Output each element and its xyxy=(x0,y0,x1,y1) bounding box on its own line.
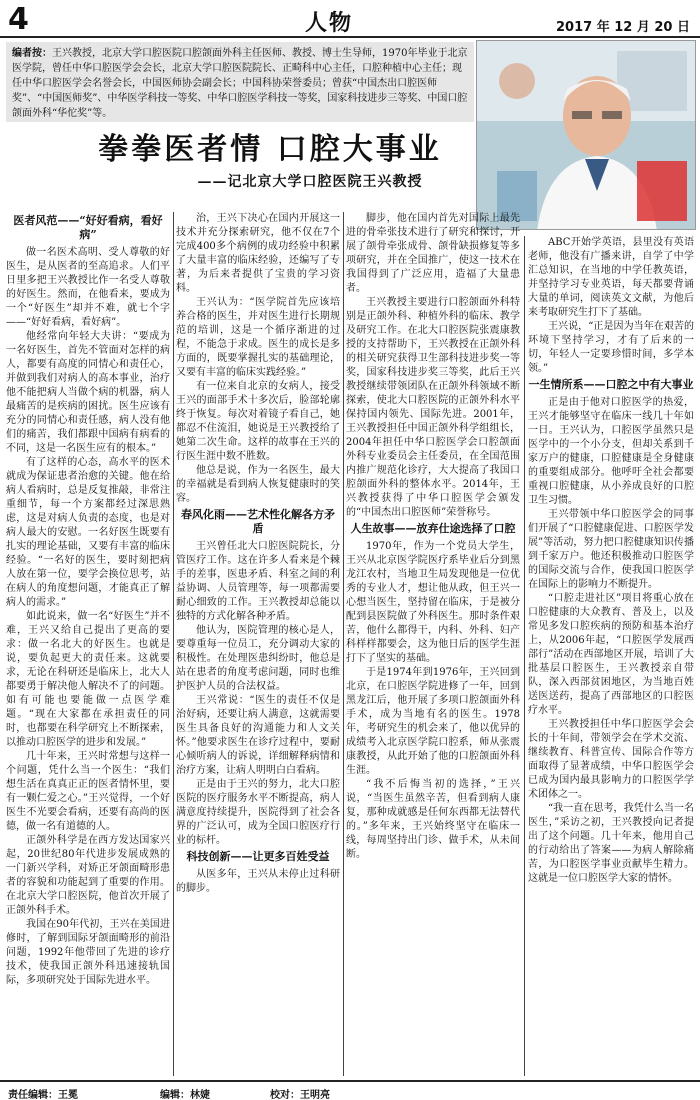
editor-note xyxy=(6,42,474,122)
editor-note-text: 王兴教授，北京大学口腔医院口腔颌面外科主任医师、教授、博士生导师，1970年毕业于北京医学院，曾任中华口腔医学会会长，北京大学口腔医院院长、正畸科中心主任，口腔种植中心主任；现任中华口腔医学会名誉会长，中国医师协会副会长；中国科协荣誉委员；曾获“中国杰出口腔医师奖”、“中国医师奖”、中华医学科技一等奖、中华口腔医学科技一等奖，国家科技进步三等奖、中国口腔颌面外科“华佗奖”等。 xyxy=(12,48,468,119)
col2-paragraph: 正是由于王兴的努力，北大口腔医院的医疗服务水平不断提高，病人满意度持续提升，医院得到了社会各界的广泛认可，成为全国口腔医疗行业的标杆。 xyxy=(176,779,340,846)
col4-paragraph: “口腔走进社区”项目将重心放在口腔健康的大众教育、普及上，以及常见多发口腔疾病的预防和基本治疗上，从2006年起，“口腔医学发展西部行”活动在西部地区开展，培训了大批基层口腔医生，王兴教授亲自带队，深入西部贫困地区，为当地百姓送医送药，提高了西部地区的口腔医疗水平。 xyxy=(528,593,694,716)
col2-paragraph: 从医多年，王兴从未停止过科研的脚步。 xyxy=(176,869,340,894)
col1-paragraph: 如此说来，做一名“好医生”并不难，王兴又给自己提出了更高的要求：做一名北大的好医生。也就是说，要负起更大的责任来。这就要求，无论在科研还是临床上，北大人都要勇于解决他人解决不了的问题。如有可能也要能做一点医学难题。“现在大家都在承担责任的同时，也都要在科学研究上不断探索，以推动口腔医学的进步和发展。” xyxy=(6,611,170,748)
footer-editor: 责任编辑：王冕 xyxy=(8,1090,78,1100)
footer-proofreader: 校对：王明亮 xyxy=(270,1090,330,1100)
col4-paragraph: “我一直在思考，我凭什么当一名医生，”采访之初，王兴教授向记者提出了这个问题。几十年来，他用自己的行动给出了答案——为病人解除痛苦，为口腔医学事业贡献毕生精力。这就是一位口腔医学大家的情怀。 xyxy=(528,803,694,884)
article-column-1 xyxy=(6,212,170,1076)
section-title: 人物 xyxy=(305,10,354,36)
col2-heading-tech: 科技创新——让更多百姓受益 xyxy=(186,850,330,863)
editor-note-label: 编者按： xyxy=(12,48,52,59)
masthead xyxy=(0,0,700,38)
col1-paragraph: 有了这样的心态，高水平的医术就成为保证患者治愈的关键。他在给病人看病时，总是反复推敲，非常注重细节，每一个方案都经过深思熟虑，这是对病人负责的态度，也是对病人最大的安慰。一名好医生既要有扎实的理论基础，又要有丰富的临床经验。“一名好的医生，要时刻把病人放在第一位，要学会换位思考，站在病人的角度想问题，才能真正了解病人的需求。” xyxy=(6,457,170,608)
col1-paragraph: 几十年来，王兴时常想与这样一个问题，凭什么当一个医生：“我们想生活在真真正正的医者情怀里，要有一颗仁爱之心。”王兴觉得，一个好医生不光要会看病，还要有高尚的医德，做一名有道德的人。 xyxy=(6,751,170,832)
article-column-4 xyxy=(528,236,694,1076)
portrait-photo xyxy=(476,40,696,230)
issue-date: 2017 年 12 月 20 日 xyxy=(556,20,690,35)
col4-paragraph: 王兴说，“正是因为当年在艰苦的环境下坚持学习，才有了后来的一切，年轻人一定要珍惜时间，多学本领。” xyxy=(528,321,694,374)
page-footer xyxy=(0,1080,700,1100)
col1-paragraph: 我国在90年代初，王兴在美国进修时，了解到国际牙颌面畸形的前沿问题，1992年他带回了先进的诊疗技术，使我国正颌外科迅速接轨国际，多项研究处于国际先进水平。 xyxy=(6,919,170,986)
col3-paragraph: 于是1974年到1976年，王兴回到北京，在口腔医学院进修了一年，回到黑龙江后，他开展了多项口腔颌面外科手术，成为当地有名的医生。1978年，考研究生的机会来了，他以优异的成绩考入北京医学院口腔系，师从张震康教授，从此开始了他的口腔颌面外科生涯。 xyxy=(346,667,520,776)
col4-paragraph: 王兴教授担任中华口腔医学会会长的十年间，带领学会在学术交流、继续教育、科普宣传、国际合作等方面取得了显著成绩，中华口腔医学会已成为国内最具影响力的口腔医学学术团体之一。 xyxy=(528,719,694,800)
col4-paragraph: 正是由于他对口腔医学的热爱，王兴才能够坚守在临床一线几十年如一日。王兴认为，口腔医学虽然只是医学中的一个小分支，但却关系到千家万户的健康，口腔健康是全身健康的重要组成部分。他呼吁全社会都要重视口腔健康，从小养成良好的口腔卫生习惯。 xyxy=(528,397,694,506)
column-divider xyxy=(524,236,525,1076)
column-divider xyxy=(343,212,344,1076)
col3-paragraph: 脚步，他在国内首先对国际上最先进的骨牵张技术进行了研究和探讨，开展了颌骨牵张成骨、颌骨缺损修复等多项研究，并在全国推广，使这一技术在我国得到了广泛应用，造福了大量患者。 xyxy=(346,213,520,294)
col3-paragraph: “我不后悔当初的选择，”王兴说，“当医生虽然辛苦，但看到病人康复，那种成就感是任何东西都无法替代的。”多年来，王兴始终坚守在临床一线，每周坚持出门诊、做手术，从未间断。 xyxy=(346,779,520,860)
footer-layout: 编辑：林婕 xyxy=(160,1090,210,1100)
col1-paragraph: 正颌外科学是在西方发达国家兴起，20世纪80年代进步发展成熟的一门新兴学科，对矫正牙颌面畸形患者的容貌和功能起到了重要的作用。在北京大学口腔医院，他首次开展了正颌外科手术。 xyxy=(6,835,170,916)
headline: 拳拳医者情 口腔大事业 xyxy=(98,132,442,167)
col1-paragraph: 他经常向年轻大夫讲：“要成为一名好医生，首先不管面对怎样的病人，都要有高度的同情心和责任心，并做到我们对病人的高本事业，治疗他不能把病人当做个病的机器，病人最痛苦的是疾病的困扰。医生应该有充分的同情心和责任感，病人没有他们的痛苦，我们都跟中国病有病看的不同，这是一名医生应有的根本。” xyxy=(6,331,170,454)
col2-paragraph: 有一位来自北京的女病人，接受王兴的面部手术十多次后，脸部轮廓终于恢复。每次对着镜子看自己，她都忍不住流泪，她说是王兴教授给了她第二次生命。这样的故事在王兴的行医生涯中数不胜数。 xyxy=(176,381,340,462)
col4-paragraph: ABC开始学英语，县里没有英语老师，他没有广播来讲，自学了中学汇总知识，在当地的中学任教英语，并坚持学习专业英语，每天都要背诵大量的单词，阅读英文文献，为他后来考取研究生打下了基础。 xyxy=(528,237,694,318)
col4-heading-career: 一生情所系——口腔之中有大事业 xyxy=(528,378,694,391)
article-column-3 xyxy=(346,212,520,1076)
subheadline: ——记北京大学口腔医院王兴教授 xyxy=(197,174,423,190)
col3-paragraph: 王兴教授主要进行口腔颌面外科特别是正颌外科、种植外科的临床、教学及研究工作。在北大口腔医院张震康教授的支持帮助下，王兴教授在正颌外科的相关研究获得卫生部科技进步奖一等奖，国家科技进步奖三等奖，此后王兴教授继续带领团队在正颌外科领域不断探索，使北大口腔医院的正颌外科水平保持国内领先、国际先进。2001年，王兴教授担任中国正颌外科学组组长，2004年担任中华口腔医学会口腔颌面外科专业委员会主任委员，在全国范围内推广规范化诊疗，大大提高了我国口腔颌面外科的整体水平。2014年，王兴教授获得了中华口腔医学会颁发的“中国杰出口腔医师”荣誉称号。 xyxy=(346,297,520,518)
col1-heading: 医者风范——“好好看病，看好病” xyxy=(13,214,163,241)
col2-heading-art: 春风化雨——艺术性化解各方矛盾 xyxy=(181,508,335,535)
page-number: 4 xyxy=(8,2,29,37)
col3-heading-story: 人生故事——放弃仕途选择了口腔 xyxy=(350,522,516,535)
col2-paragraph: 他认为，医院管理的核心是人，要尊重每一位员工，充分调动大家的积极性。在处理医患纠纷时，他总是站在患者的角度考虑问题，同时也维护医护人员的合法权益。 xyxy=(176,625,340,692)
column-divider xyxy=(173,212,174,1076)
col3-paragraph: 1970年，作为一个党员大学生，王兴从北京医学院医疗系毕业后分到黑龙江农村，当地卫生局发现他是一位优秀的专业人才，想让他从政，但王兴一心想当医生，坚持留在临床，于是被分配到县医院做了外科医生。那时条件艰苦，他什么都得干，内科、外科、妇产科样样都要会，这为他日后的医学生涯打下了坚实的基础。 xyxy=(346,541,520,664)
col4-paragraph: 王兴带领中华口腔医学会的同事们开展了“口腔健康促进、口腔医学发展”等活动，努力把口腔健康知识传播到千家万户。他还积极推动口腔医学的国际交流与合作，使我国口腔医学在国际上的影响力不断提升。 xyxy=(528,509,694,590)
col2-paragraph: 治，王兴下决心在国内开展这一技术并充分探索研究，他不仅在7个完成400多个病例的成功经验中积累了大量丰富的临床经验，还编写了专著，为后来者提供了宝贵的学习资料。 xyxy=(176,213,340,294)
col2-paragraph: 王兴曾任北大口腔医院院长，分管医疗工作。这在许多人看来是个棘手的差事，医患矛盾、科室之间的利益协调、人员管理等，每一项都需要耐心细致的工作。王兴教授却总能以独特的方式化解各种矛盾。 xyxy=(176,541,340,622)
col1-paragraph: 做一名医术高明、受人尊敬的好医生，是从医者的至高追求。人们平日里多把王兴教授比作一名受人尊敬的好医生。然而，在他看来，要成为一个“好医生”却并不难，就七个字——“好好看病，看好病”。 xyxy=(6,247,170,328)
col2-paragraph: 王兴常说：“医生的责任不仅是治好病，还要让病人满意，这就需要医生具备良好的沟通能力和人文关怀。”他要求医生在诊疗过程中，要耐心倾听病人的诉说，详细解释病情和治疗方案，让病人明明白白看病。 xyxy=(176,695,340,776)
portrait-photo-illustration xyxy=(477,41,696,230)
article-column-2 xyxy=(176,212,340,1076)
col2-paragraph: 他总是说，作为一名医生，最大的幸福就是看到病人恢复健康时的笑容。 xyxy=(176,465,340,504)
col2-paragraph: 王兴认为：“医学院首先应该培养合格的医生，并对医生进行长期规范的培训，这是一个循序渐进的过程，不能急于求成。医生的成长是多方面的，既要掌握扎实的基础理论，又要有丰富的临床实践经验。” xyxy=(176,297,340,378)
